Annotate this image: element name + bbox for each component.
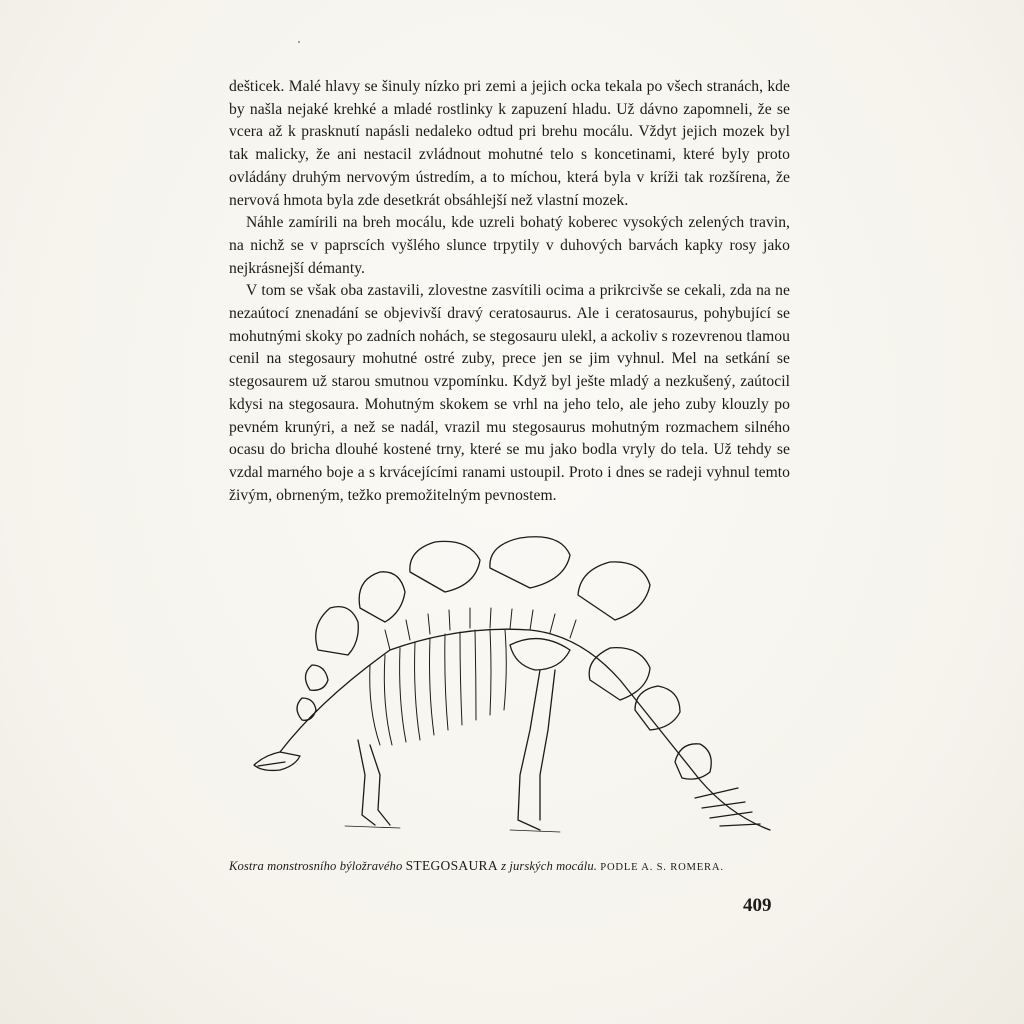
- caption-species-name: STEGOSAURA: [405, 858, 498, 873]
- paragraph-1: dešticek. Malé hlavy se šinuly nízko pri zemi a jejich ocka tekala po všech stranách, kde by našla nejaké krehké a mladé rostlinky k zapuzení hladu. Už dávno zapomneli, že se vcera až k prasknutí napásli nedaleko odtud pri brehu mocálu. Vždyt jejich mozek byl tak malicky, že ani nestacil zvládnout mohutné telo s koncetinami, které byly proto ovládány druhým nervovým ústredím, a to míchou, která byla v kríži tak rozšírena, že nervová hmota byla zde desetkrát obsáhlejší než vlastní mozek.: [229, 78, 790, 209]
- caption-text-2: z jurských mocálu.: [501, 859, 598, 873]
- page-number: 409: [743, 895, 772, 916]
- paper-speck: [298, 41, 300, 43]
- body-text: [229, 76, 790, 507]
- paragraph-2: Náhle zamírili na breh mocálu, kde uzreli bohatý koberec vysokých zelených travin, na nichž se v paprscích vyšlého slunce trpytily v duhových barvách kapky rosy jako nejkrásnejší démanty.: [229, 214, 790, 277]
- caption-text-1: Kostra monstrosního býložravého: [229, 859, 403, 873]
- figure-caption: [229, 858, 789, 874]
- stegosaurus-skeleton-illustration: [240, 530, 790, 850]
- paragraph-3: V tom se však oba zastavili, zlovestne zasvítili ocima a prikrcivše se cekali, zda na ne nezaútocí znenadání se objevivší dravý ceratosaurus. Ale i ceratosaurus, pohybující se mohutnými skoky po zadních nohách, se stegosauru ulekl, a ackoliv s rozevrenou tlamou cenil na stegosaury mohutné ostré zuby, prece jen se jim vyhnul. Mel na setkání se stegosaurem už starou smutnou vzpomínku. Když byl ješte mladý a nezkušený, zaútocil kdysi na stegosaura. Mohutným skokem se vrhl na jeho telo, ale jeho zuby klouzly po pevném krunýri, a než se nadál, vrazil mu stegosaurus mohutným rozmachem silného ocasu do bricha dlouhé kostené trny, které se mu jako bodla vryly do tela. Už tehdy se vzdal marného boje a s krvácejícími ranami ustoupil. Proto i dnes se radeji vyhnul temto živým, obrneným, težko premožitelným pevnostem.: [229, 282, 790, 504]
- caption-credit: PODLE A. S. ROMERA.: [600, 862, 724, 873]
